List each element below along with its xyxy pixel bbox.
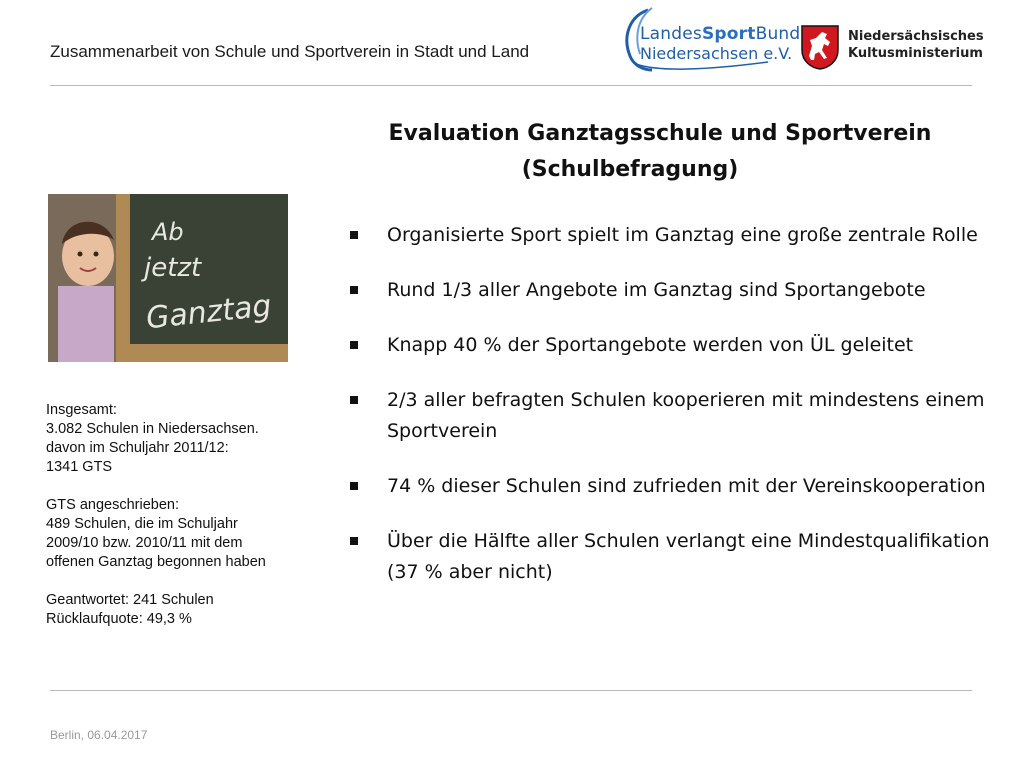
footer-date: Berlin, 06.04.2017 — [50, 728, 148, 742]
header-title: Zusammenarbeit von Schule und Sportverein in Stadt und Land — [50, 42, 530, 61]
bullet-square-icon — [350, 341, 358, 349]
slide-title: Evaluation Ganztagsschule und Sportverein (Schulbefragung) — [388, 121, 932, 182]
stats-block-total: Insgesamt: 3.082 Schulen in Niedersachsen. davon im Schuljahr 2011/12: 1341 GTS — [46, 402, 259, 475]
bullet-square-icon — [350, 537, 358, 545]
bullet-square-icon — [350, 482, 358, 490]
ministry-logo-text: Niedersächsisches Kultusministerium — [848, 29, 984, 61]
bullet-item: Über die Hälfte aller Schulen verlangt eine Mindestqualifikation (37 % aber nicht) — [350, 526, 990, 588]
chalkboard-photo — [48, 194, 288, 362]
bullet-item: Knapp 40 % der Sportangebote werden von ÜL geleitet — [350, 330, 990, 361]
header-divider — [50, 85, 972, 86]
horse-crest-icon — [800, 24, 840, 70]
footer-divider — [50, 690, 972, 691]
lsb-logo-line1: LandesSportBund — [640, 24, 801, 44]
bullet-list — [350, 220, 990, 612]
sidebar-stats — [46, 401, 326, 648]
bullet-item: 2/3 aller befragten Schulen kooperieren mit mindestens einem Sportverein — [350, 385, 990, 447]
bullet-item: 74 % dieser Schulen sind zufrieden mit der Vereinskooperation — [350, 471, 990, 502]
bullet-item: Rund 1/3 aller Angebote im Ganztag sind Sportangebote — [350, 275, 990, 306]
stats-block-responses: Geantwortet: 241 Schulen Rücklaufquote: 49,3 % — [46, 592, 214, 627]
svg-text:jetzt: jetzt — [144, 253, 202, 283]
stats-block-surveyed: GTS angeschrieben: 489 Schulen, die im Schuljahr 2009/10 bzw. 2010/11 mit dem offenen Ganztag begonnen haben — [46, 497, 266, 570]
svg-text:Ab: Ab — [152, 218, 184, 246]
bullet-square-icon — [350, 396, 358, 404]
bullet-square-icon — [350, 231, 358, 239]
bullet-square-icon — [350, 286, 358, 294]
svg-text:Ganztag: Ganztag — [144, 288, 274, 337]
bullet-item: Organisierte Sport spielt im Ganztag eine große zentrale Rolle — [350, 220, 990, 251]
lsb-logo-line2: Niedersachsen e.V. — [640, 44, 793, 63]
